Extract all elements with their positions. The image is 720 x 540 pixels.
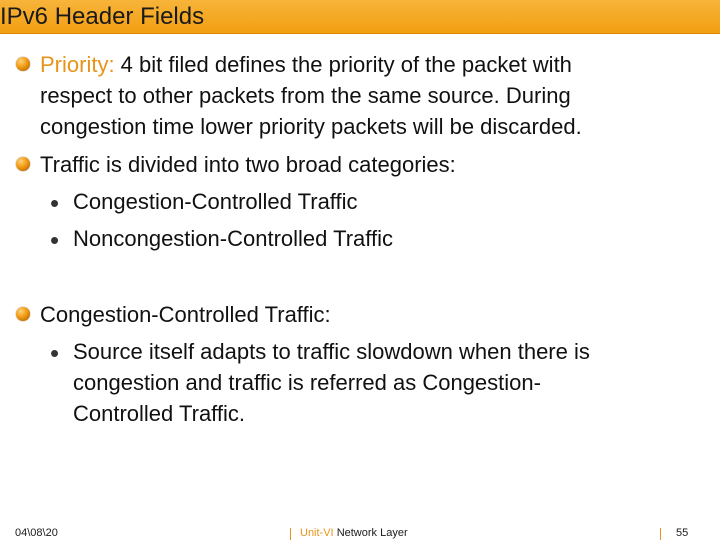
footer-divider (290, 528, 291, 540)
footer-course (300, 527, 408, 539)
sub-bullet-icon: • (50, 225, 60, 255)
traffic-item: Noncongestion-Controlled Traffic (73, 226, 393, 251)
slide-title: IPv6 Header Fields (0, 3, 205, 30)
orange-bullet-icon (16, 57, 30, 71)
footer-course-name: Network Layer (336, 527, 408, 539)
priority-paragraph (40, 49, 582, 142)
priority-label: Priority: (40, 52, 115, 77)
page-number: 55 (676, 527, 689, 539)
orange-bullet-icon (16, 157, 30, 171)
sub-bullet-icon: • (50, 188, 60, 218)
congestion-paragraph: Congestion-Controlled Traffic: (40, 302, 331, 327)
footer-unit-label: Unit-VI (300, 527, 334, 539)
footer-divider (660, 528, 661, 540)
congestion-item: Source itself adapts to traffic slowdown when there is congestion and traffic is referred as Congestion- Controlled Traffic. (73, 339, 590, 426)
traffic-item: Congestion-Controlled Traffic (73, 189, 358, 214)
traffic-paragraph: Traffic is divided into two broad categories: (40, 152, 456, 177)
footer-date: 04\08\20 (15, 527, 58, 539)
sub-bullet-icon: • (50, 338, 60, 368)
priority-text: 4 bit filed defines the priority of the packet with respect to other packets from the same source. During congestion time lower priority packets will be discarded. (40, 52, 582, 139)
orange-bullet-icon (16, 307, 30, 321)
